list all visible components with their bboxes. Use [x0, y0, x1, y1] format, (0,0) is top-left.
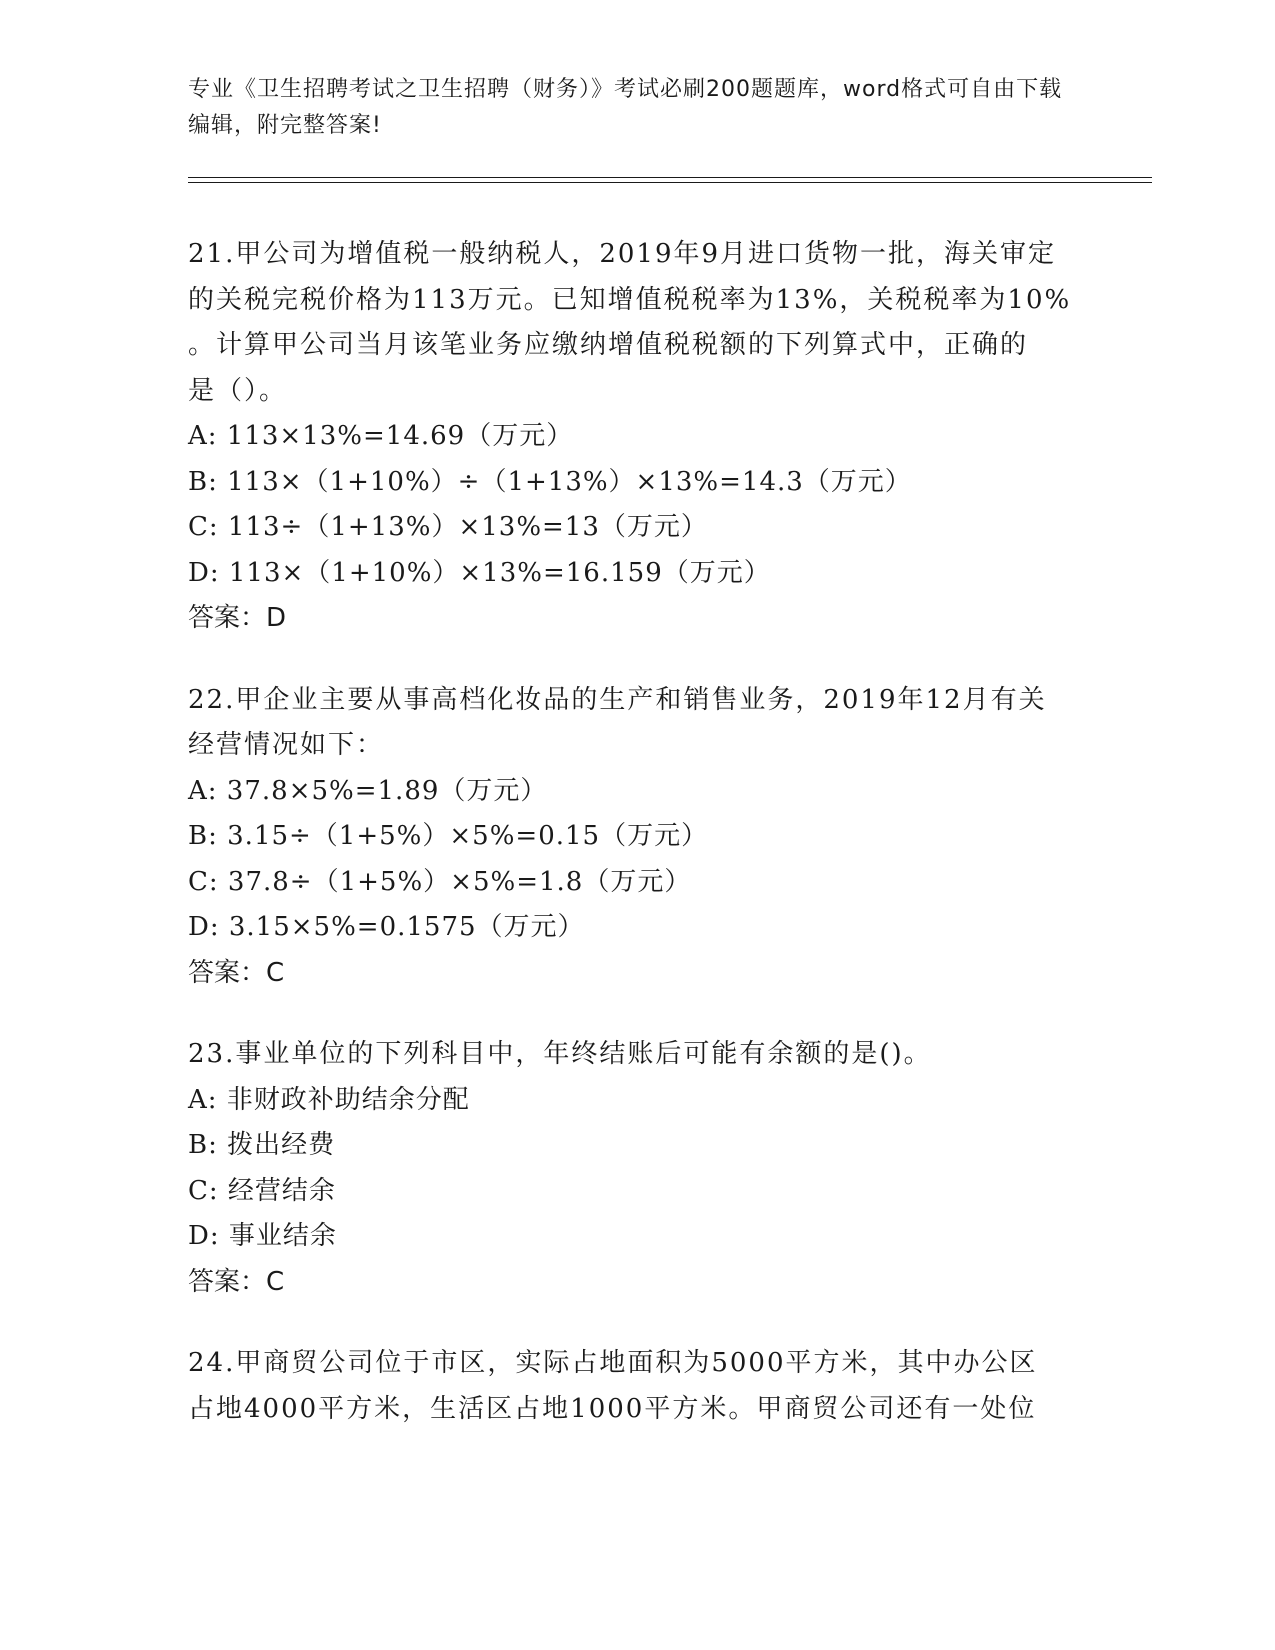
header-divider-bottom: [188, 182, 1152, 183]
question-stem-line: 21.甲公司为增值税一般纳税人，2019年9月进口货物一批，海关审定: [188, 239, 1057, 269]
question-stem-line: 占地4000平方米，生活区占地1000平方米。甲商贸公司还有一处位: [188, 1393, 1037, 1424]
question-stem-line: 经营情况如下：: [188, 730, 385, 760]
option-b: B: 拨出经费: [188, 1130, 336, 1160]
document-header: 专业《卫生招聘考试之卫生招聘（财务）》考试必刷200题题库，word格式可自由下载编辑，附完整答案!: [188, 77, 1063, 138]
answer: 答案：C: [188, 1266, 285, 1297]
question-stem-line: 23.事业单位的下列科目中，年终结账后可能有余额的是()。: [188, 1039, 932, 1069]
question-21: [188, 232, 1088, 642]
question-list: [188, 232, 1088, 1468]
question-22: [188, 678, 1088, 997]
question-stem-line: 是（）。: [188, 375, 288, 406]
question-stem-line: 24.甲商贸公司位于市区，实际占地面积为5000平方米，其中办公区: [188, 1348, 1038, 1378]
option-a: A: 113×13%=14.69（万元）: [188, 421, 574, 451]
question-stem-line: 22.甲企业主要从事高档化妆品的生产和销售业务，2019年12月有关: [188, 684, 1047, 715]
option-d: D: 3.15×5%=0.1575（万元）: [188, 912, 585, 942]
question-stem-line: 。计算甲公司当月该笔业务应缴纳增值税税额的下列算式中，正确的: [188, 330, 1029, 360]
header-divider-top: [188, 177, 1152, 178]
option-d: D: 事业结余: [188, 1221, 337, 1251]
answer: 答案：D: [188, 603, 287, 633]
question-stem-line: 的关税完税价格为113万元。已知增值税税率为13%，关税税率为10%: [188, 284, 1072, 315]
question-23: [188, 1032, 1088, 1305]
question-24: [188, 1341, 1088, 1432]
option-c: C: 经营结余: [188, 1175, 336, 1206]
option-c: C: 37.8÷（1+5%）×5%=1.8（万元）: [188, 866, 692, 897]
option-b: B: 3.15÷（1+5%）×5%=0.15（万元）: [188, 821, 709, 851]
option-c: C: 113÷（1+13%）×13%=13（万元）: [188, 512, 708, 542]
option-d: D: 113×（1+10%）×13%=16.159（万元）: [188, 557, 771, 588]
option-a: A: 37.8×5%=1.89（万元）: [188, 775, 548, 806]
answer: 答案：C: [188, 957, 285, 988]
option-a: A: 非财政补助结余分配: [188, 1084, 470, 1115]
option-b: B: 113×（1+10%）÷（1+13%）×13%=14.3（万元）: [188, 466, 912, 497]
